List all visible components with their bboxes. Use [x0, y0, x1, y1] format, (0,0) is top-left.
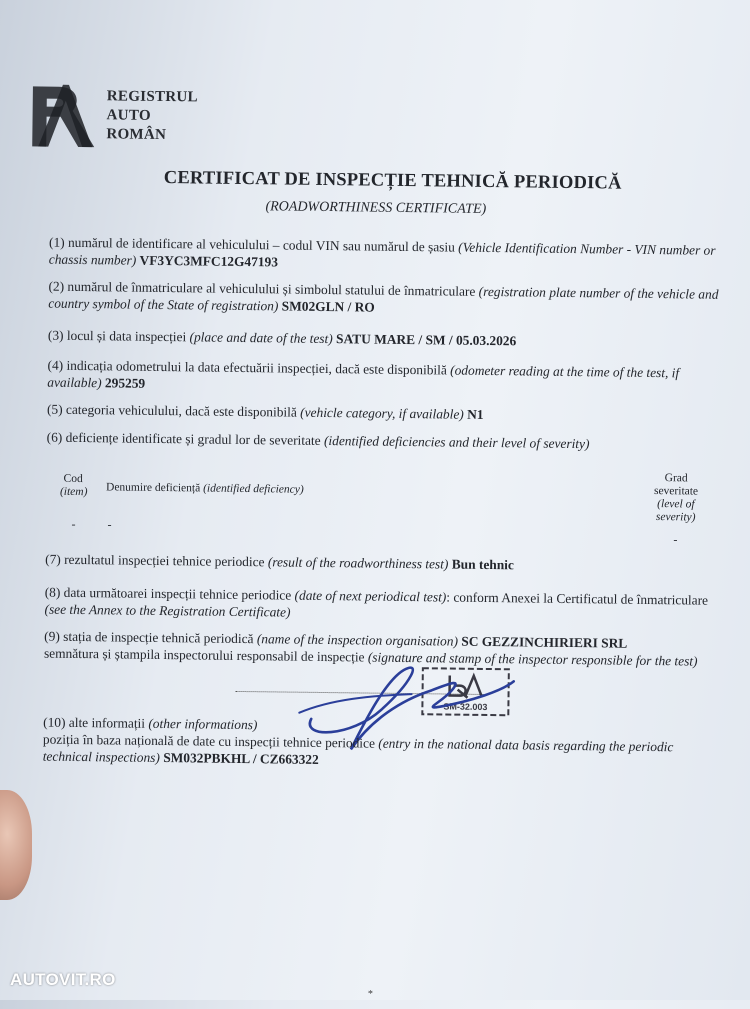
column-header-text-en: (item): [59, 485, 88, 499]
field-label: poziția în baza națională de date cu inspecții tehnice periodice: [42, 731, 379, 751]
stamp-code: SM-32.003: [443, 701, 488, 713]
field-value: Bun tehnic: [451, 556, 514, 573]
column-header-text-en: (identified deficiency): [203, 482, 304, 496]
org-name-line: AUTO: [106, 107, 151, 124]
rar-logo-icon: [28, 80, 101, 151]
column-header-text: severitate: [653, 485, 699, 498]
field-label: (4) indicația odometrului la data efectuării inspecției, dacă este disponibilă: [47, 357, 451, 378]
field-text: : conform Anexei la Certificatul de înmatriculare: [446, 589, 709, 608]
footer-mark: *: [367, 988, 373, 1000]
column-header-text: Denumire deficiență: [105, 481, 204, 495]
field-label-en: (signature and stamp of the inspector responsible for the test): [367, 649, 698, 669]
org-name: [106, 87, 198, 145]
field-label: semnătura și ștampila inspectorului responsabil de inspecție: [43, 645, 368, 665]
field-odometer: [47, 357, 717, 399]
field-label: (7) rezultatul inspecției tehnice periodice: [45, 551, 268, 570]
field-label-en: (vehicle category, if available): [300, 404, 464, 422]
column-header-text-en: severity): [655, 511, 696, 524]
field-label-en: (result of the roadworthiness test): [267, 554, 449, 572]
field-label: (9) stația de inspecție tehnică periodică: [44, 628, 257, 647]
field-label-en: (name of the inspection organisation): [256, 631, 459, 649]
field-result: [45, 551, 715, 576]
field-next-test: [44, 584, 714, 626]
field-value: 295259: [104, 375, 146, 391]
field-value: N1: [467, 406, 484, 422]
column-header-text: Cod: [63, 472, 83, 486]
field-category: [47, 401, 717, 426]
field-deficiencies: [47, 429, 717, 454]
field-label-en: (odometer reading at the time of the test, if available): [47, 362, 680, 391]
column-header-text: Grad: [664, 472, 688, 485]
field-label-en: (place and date of the test): [189, 329, 333, 347]
field-value: SM032PBKHL / CZ663322: [163, 750, 319, 767]
field-vin: [49, 234, 719, 276]
document-title: CERTIFICAT DE INSPECȚIE TEHNICĂ PERIODICĂ: [163, 168, 622, 194]
table-cell-code: -: [71, 516, 76, 531]
field-other-info: [43, 714, 714, 773]
org-name-line: ROMÂN: [106, 126, 167, 144]
field-label: (8) data următoarei inspecții tehnice periodice: [44, 584, 295, 603]
field-label-en: (entry in the national data basis regarding the periodic technical inspections): [42, 735, 674, 766]
field-value: SM02GLN / RO: [281, 298, 375, 315]
column-header-text-en: (level of: [657, 498, 695, 511]
field-value: SC GEZZINCHIRIERI SRL: [461, 633, 628, 651]
column-header-severity: [640, 472, 713, 525]
field-label-en: (other informations): [148, 715, 258, 733]
field-label: (3) locul și data inspecției: [47, 327, 190, 345]
field-label: (2) numărul de înmatriculare al vehiculului și simbolul statului de înmatriculare: [48, 278, 479, 299]
field-label-en: (registration plate number of the vehicle and country symbol of the State of registration): [48, 283, 719, 314]
org-name-line: REGISTRUL: [106, 88, 198, 106]
field-label-en: (see the Annex to the Registration Certificate): [44, 601, 291, 620]
field-place-date: [48, 327, 718, 352]
watermark: AUTOVIT.RO: [10, 970, 116, 989]
field-label-en: (date of next periodical test): [294, 587, 447, 605]
document-subtitle: (ROADWORTHINESS CERTIFICATE): [265, 199, 487, 217]
field-label: (1) numărul de identificare al vehiculului – codul VIN sau numărul de șasiu: [48, 234, 459, 255]
field-label: (10) alte informații: [43, 714, 149, 731]
field-registration: [48, 278, 718, 320]
field-value: VF3YC3MFC12G47193: [139, 252, 279, 270]
column-header-deficiency: [106, 481, 304, 496]
table-cell-severity: -: [673, 532, 678, 547]
field-value: SATU MARE / SM / 05.03.2026: [336, 331, 517, 349]
field-label-en: (identified deficiencies and their level of severity): [323, 432, 590, 452]
column-header-code: [60, 473, 86, 499]
table-cell-deficiency: -: [107, 517, 112, 532]
field-label: (5) categoria vehiculului, dacă este disponibilă: [46, 401, 301, 420]
field-label-en: (Vehicle Identification Number - VIN number or chassis number): [48, 239, 716, 268]
field-label: (6) deficiențe identificate și gradul lor de severitate: [46, 429, 325, 448]
